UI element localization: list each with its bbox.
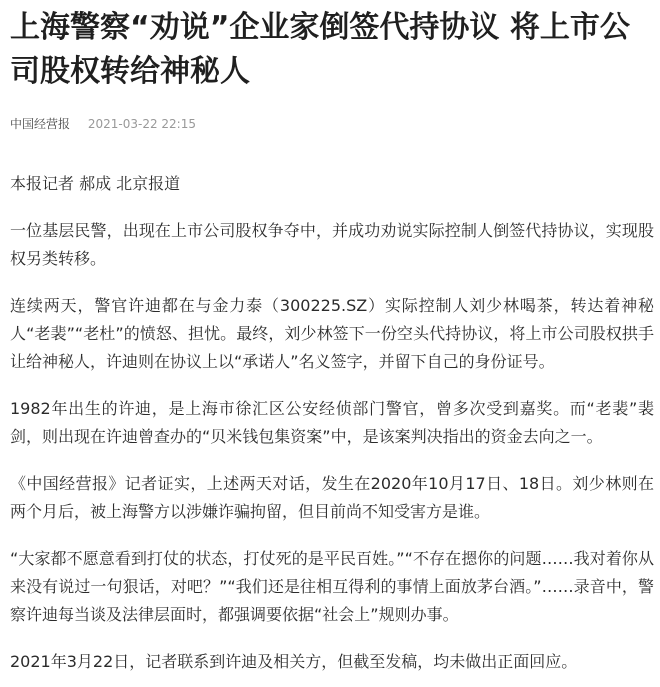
article-paragraph: 1982年出生的许迪，是上海市徐汇区公安经侦部门警官，曾多次受到嘉奖。而“老裴”裴剑，则出现在许迪曾查办的“贝米钱包集资案”中，是该案判决指出的资金去向之一。 [10,399,654,446]
article-paragraph: 一位基层民警，出现在上市公司股权争夺中，并成功劝说实际控制人倒签代持协议，实现股权另类转移。 [10,221,654,268]
article-meta [10,116,196,132]
article-paragraph: 《中国经营报》记者证实，上述两天对话，发生在2020年10月17日、18日。刘少林则在两个月后，被上海警方以涉嫌诈骗拘留，但目前尚不知受害方是谁。 [10,474,654,521]
article-body [10,170,654,687]
article-source[interactable]: 中国经营报 [10,117,71,131]
article-publish-time: 2021-03-22 22:15 [87,117,196,131]
article-title: 上海警察“劝说”企业家倒签代持协议 将上市公司股权转给神秘人 [10,10,630,89]
article-byline: 本报记者 郝成 北京报道 [10,174,181,193]
article-paragraph: “大家都不愿意看到打仗的状态，打仗死的是平民百姓。”“不存在摁你的问题……我对着你从来没有说过一句狠话，对吧？”“我们还是往相互得利的事情上面放茅台酒。”……录音中，警察许迪每当谈及法律层面时，都强调要依据“社会上”规则办事。 [10,549,654,624]
article-paragraph: 连续两天，警官许迪都在与金力泰（300225.SZ）实际控制人刘少林喝茶，转达着神秘人“老裴”“老杜”的愤怒、担忧。最终，刘少林签下一份空头代持协议，将上市公司股权拱手让给神秘人，许迪则在协议上以“承诺人”名义签字，并留下自己的身份证号。 [10,296,654,371]
article-paragraph: 2021年3月22日，记者联系到许迪及相关方，但截至发稿，均未做出正面回应。 [10,652,578,671]
